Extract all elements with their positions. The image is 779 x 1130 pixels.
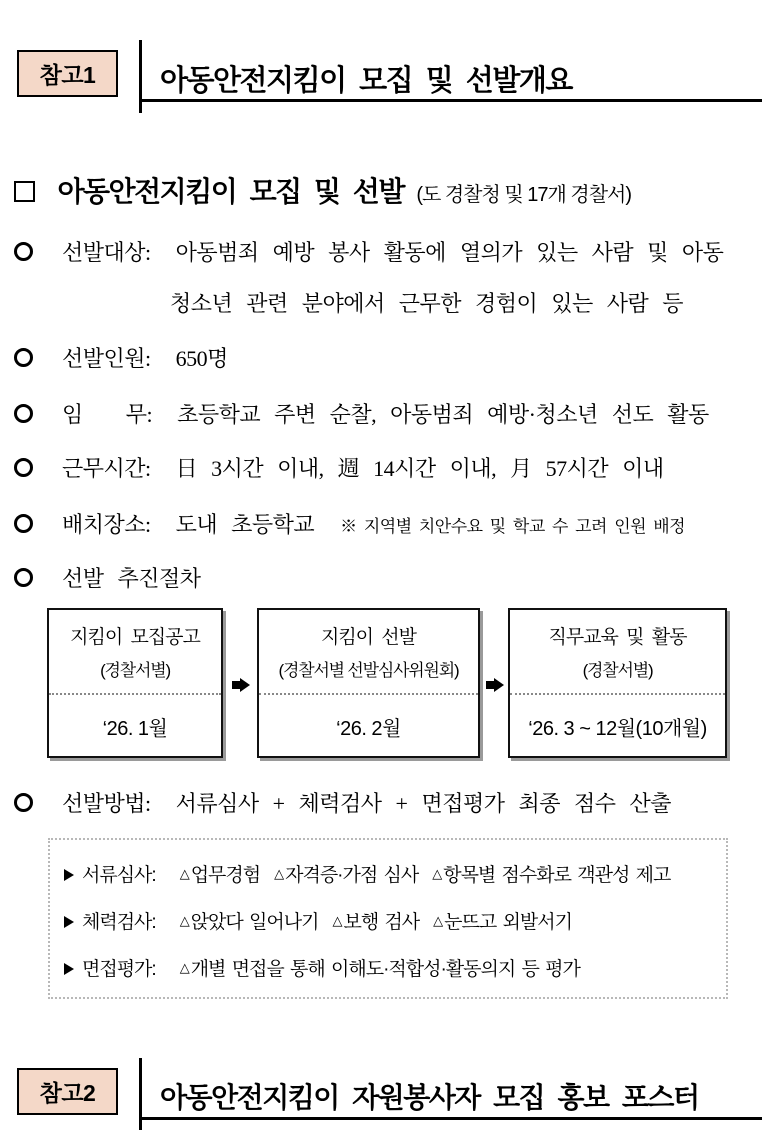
criteria-label: 서류심사:	[82, 865, 156, 886]
bullet-text: 아동범죄 예방 봉사 활동에 열의가 있는 사람 및 아동	[175, 240, 724, 265]
flow-step-subtitle: (경찰서별)	[100, 661, 170, 680]
bullet-place	[14, 508, 685, 539]
flow-step-head	[49, 610, 221, 695]
criteria-item: 자격증·가점 심사	[285, 865, 419, 886]
triangle-item-icon: △	[274, 866, 284, 881]
circle-bullet-icon	[14, 242, 33, 261]
ref1-vertical-bar	[139, 40, 142, 113]
flow-step-subtitle: (경찰서별)	[582, 661, 653, 680]
circle-bullet-icon	[14, 793, 33, 812]
flow-step-training	[508, 608, 727, 758]
flow-step-date: ‘26. 1월	[102, 718, 168, 740]
circle-bullet-icon	[14, 514, 33, 533]
ref1-underline	[139, 99, 762, 102]
ref2-title: 아동안전지킴이 자원봉사자 모집 홍보 포스터	[160, 1082, 699, 1113]
bullet-duty	[14, 398, 709, 429]
bullet-hours	[14, 452, 664, 483]
ref2-badge: 참고2	[17, 1068, 118, 1115]
bullet-label: 선발방법:	[62, 791, 151, 816]
bullet-text: 청소년 관련 분야에서 근무한 경험이 있는 사람 등	[170, 291, 684, 316]
criteria-item: 항목별 점수화로 객관성 제고	[443, 865, 671, 886]
ref1-badge: 참고1	[17, 50, 118, 97]
section-heading	[14, 170, 631, 210]
circle-bullet-icon	[14, 458, 33, 477]
square-bullet-icon	[14, 181, 35, 202]
triangle-item-icon: △	[179, 913, 189, 928]
circle-bullet-icon	[14, 568, 33, 587]
triangle-item-icon: △	[179, 960, 189, 975]
criteria-item: 개별 면접을 통해 이해도·적합성·활동의지 등 평가	[190, 959, 580, 980]
bullet-method	[14, 787, 671, 818]
bullet-label: 선발대상:	[62, 240, 151, 265]
circle-bullet-icon	[14, 348, 33, 367]
flow-step-head	[259, 610, 478, 695]
bullet-note: ※ 지역별 치안수요 및 학교 수 고려 인원 배정	[340, 517, 686, 536]
ref1-title: 아동안전지킴이 모집 및 선발개요	[160, 65, 572, 97]
section-title: 아동안전지킴이 모집 및 선발	[57, 176, 404, 207]
bullet-target-continuation	[170, 287, 683, 318]
bullet-label: 배치장소:	[62, 512, 151, 537]
flow-step-subtitle: (경찰서별 선발심사위원회)	[278, 661, 459, 680]
criteria-label: 면접평가:	[82, 959, 156, 980]
flow-step-date: ‘26. 3 ~ 12월(10개월)	[528, 718, 707, 740]
section-subtitle: (도 경찰청 및 17개 경찰서)	[416, 184, 632, 206]
triangle-item-icon: △	[432, 866, 442, 881]
criteria-row-physical	[64, 907, 572, 934]
triangle-item-icon: △	[179, 866, 189, 881]
criteria-row-interview	[64, 954, 580, 981]
flow-arrow-icon	[486, 676, 504, 690]
bullet-text: 서류심사 + 체력검사 + 면접평가 최종 점수 산출	[175, 791, 671, 816]
bullet-label: 근무시간:	[62, 456, 151, 481]
bullet-label: 선발인원:	[62, 346, 151, 371]
circle-bullet-icon	[14, 404, 33, 423]
flow-step-selection	[257, 608, 480, 758]
bullet-text: 선발 추진절차	[62, 566, 201, 591]
flow-step-title: 지킴이 모집공고	[70, 627, 200, 648]
flow-step-title: 직무교육 및 활동	[548, 627, 687, 648]
flow-step-announcement	[47, 608, 223, 758]
bullet-text: 초등학교 주변 순찰, 아동범죄 예방·청소년 선도 활동	[177, 402, 709, 427]
triangle-item-icon: △	[332, 913, 342, 928]
flow-arrow-icon	[232, 676, 250, 690]
bullet-procedure	[14, 562, 201, 593]
bullet-label: 임 무:	[62, 402, 153, 427]
flow-step-title: 지킴이 선발	[320, 627, 417, 648]
right-triangle-icon	[64, 916, 74, 928]
triangle-item-icon: △	[433, 913, 443, 928]
bullet-text: 650명	[175, 346, 228, 371]
criteria-item: 앉았다 일어나기	[190, 912, 319, 933]
right-triangle-icon	[64, 869, 74, 881]
criteria-item: 눈뜨고 외발서기	[444, 912, 572, 933]
flow-step-date: ‘26. 2월	[336, 718, 401, 740]
criteria-row-documents	[64, 860, 670, 887]
right-triangle-icon	[64, 963, 74, 975]
criteria-item: 보행 검사	[343, 912, 420, 933]
bullet-text: 도내 초등학교	[175, 512, 315, 537]
bullet-count	[14, 342, 228, 373]
criteria-item: 업무경험	[190, 865, 261, 886]
bullet-target	[14, 236, 723, 267]
flow-step-head	[510, 610, 725, 695]
criteria-label: 체력검사:	[82, 912, 156, 933]
ref2-underline	[139, 1117, 762, 1120]
criteria-box	[48, 838, 728, 999]
bullet-text: 日 3시간 이내, 週 14시간 이내, 月 57시간 이내	[175, 456, 664, 481]
